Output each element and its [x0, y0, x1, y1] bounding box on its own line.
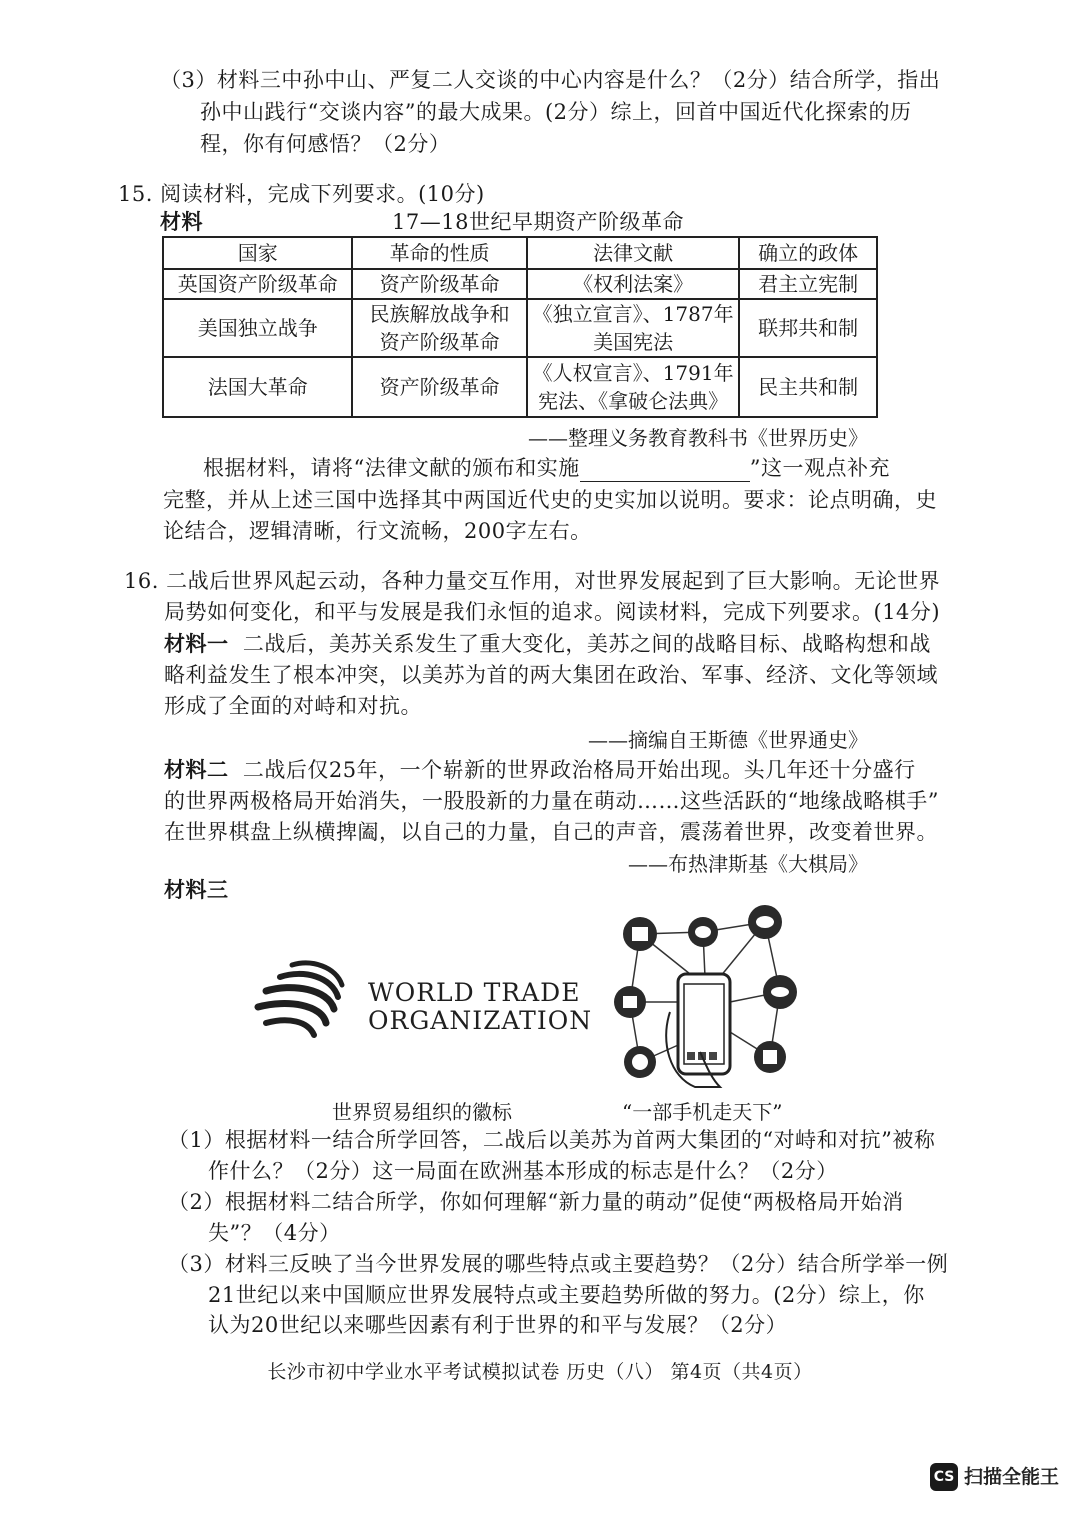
q16-m1-line2: 略利益发生了根本冲突，以美苏为首的两大集团在政治、军事、经济、文化等领域	[164, 663, 938, 687]
q16-3-line1: （3）材料三反映了当今世界发展的哪些特点或主要趋势？（2分）结合所学举一例	[168, 1252, 949, 1276]
caption-phone: “一部手机走天下”	[622, 1100, 783, 1124]
cell-line: 《人权宣言》、1791年	[532, 361, 734, 385]
col-header-regime: 确立的政体	[739, 237, 877, 269]
material-text: 二战后，美苏关系发生了重大变化，美苏之间的战略目标、战略构想和战	[242, 632, 931, 656]
caption-wto: 世界贸易组织的徽标	[332, 1100, 512, 1124]
cell-line: 宪法、《拿破仑法典》	[538, 389, 729, 413]
prompt-text: 根据材料，请将“法律文献的颁布和实施	[203, 456, 580, 480]
wto-logo-icon	[252, 955, 356, 1045]
cell-regime: 民主共和制	[739, 357, 877, 417]
cell-nature: 资产阶级革命	[352, 269, 526, 299]
q16-m1-source: ——摘编自王斯德《世界通史》	[588, 728, 868, 752]
q16-intro-line2: 局势如何变化，和平与发展是我们永恒的追求。阅读材料，完成下列要求。(14分)	[164, 600, 941, 624]
cell-docs: 《权利法案》	[527, 269, 739, 299]
q16-intro-line1: 16. 二战后世界风起云动，各种力量交互作用，对世界发展起到了巨大影响。无论世界	[124, 569, 941, 593]
cell-nature	[352, 299, 526, 357]
cell-line: 资产阶级革命	[379, 330, 500, 354]
cell-line: 民族解放战争和	[369, 302, 510, 326]
col-header-nature: 革命的性质	[352, 237, 526, 269]
cell-nature: 资产阶级革命	[352, 357, 526, 417]
q15-table-title: 17—18世纪早期资产阶级革命	[392, 210, 684, 234]
camscanner-badge-icon: CS	[930, 1463, 958, 1491]
cell-line: 美国宪法	[593, 330, 674, 354]
q15-prompt-line2: 完整，并从上述三国中选择其中两国近代史的史实加以说明。要求：论点明确，史	[163, 488, 937, 512]
q14-3-line2: 孙中山践行“交谈内容”的最大成果。(2分）综上，回首中国近代化探索的历	[200, 100, 912, 124]
table-row	[163, 357, 877, 417]
table-row	[163, 299, 877, 357]
q16-2-line1: （2）根据材料二结合所学，你如何理解“新力量的萌动”促使“两极格局开始消	[168, 1190, 904, 1214]
col-header-documents: 法律文献	[527, 237, 739, 269]
material-text: 二战后仅25年，一个崭新的世界政治格局开始出现。头几年还十分盛行	[242, 758, 916, 782]
q16-m3-label: 材料三	[164, 877, 229, 902]
cell-country: 法国大革命	[163, 357, 352, 417]
q15-header: 15. 阅读材料，完成下列要求。(10分)	[118, 182, 485, 206]
cell-regime: 君主立宪制	[739, 269, 877, 299]
table-header-row	[163, 237, 877, 269]
q14-3-line3: 程，你有何感悟？（2分）	[200, 132, 451, 156]
camscanner-watermark: 扫描全能王	[964, 1466, 1060, 1488]
cell-docs	[527, 357, 739, 417]
prompt-text: ”这一观点补充	[749, 456, 890, 480]
revolution-table	[162, 236, 878, 418]
q16-m1-line3: 形成了全面的对峙和对抗。	[164, 694, 422, 718]
q15-source: ——整理义务教育教科书《世界历史》	[528, 426, 868, 450]
cell-country: 英国资产阶级革命	[163, 269, 352, 299]
q16-3-line3: 认为20世纪以来哪些因素有利于世界的和平与发展？（2分）	[208, 1313, 788, 1337]
page-footer: 长沙市初中学业水平考试模拟试卷 历史（八） 第4页（共4页）	[267, 1361, 813, 1383]
q16-m2-line1	[164, 756, 916, 784]
cell-docs	[527, 299, 739, 357]
q15-prompt-line1	[203, 454, 890, 482]
q16-m1-line1	[164, 630, 931, 658]
answer-blank	[580, 459, 750, 482]
cell-line: 《独立宣言》、1787年	[532, 302, 734, 326]
wto-text-line1: WORLD TRADE	[368, 978, 581, 1007]
q16-3-line2: 21世纪以来中国顺应世界发展特点或主要趋势所做的努力。(2分）综上，你	[208, 1283, 925, 1307]
q15-material-label: 材料	[160, 209, 203, 234]
table-row	[163, 269, 877, 299]
cell-country: 美国独立战争	[163, 299, 352, 357]
q16-m2-line3: 在世界棋盘上纵横捭阖，以自己的力量，自己的声音，震荡着世界，改变着世界。	[164, 820, 938, 844]
q14-3-line1: （3）材料三中孙中山、严复二人交谈的中心内容是什么？（2分）结合所学，指出	[160, 68, 941, 92]
q15-prompt-line3: 论结合，逻辑清晰，行文流畅，200字左右。	[163, 519, 592, 543]
material-label: 材料一	[164, 631, 229, 656]
material-label: 材料二	[164, 757, 229, 782]
q16-2-line2: 失”？（4分）	[208, 1221, 341, 1245]
q16-m2-source: ——布热津斯基《大棋局》	[628, 852, 868, 876]
q16-m2-line2: 的世界两极格局开始消失，一股股新的力量在萌动……这些活跃的“地缘战略棋手”	[164, 789, 939, 813]
q16-1-line2: 作什么？（2分）这一局面在欧洲基本形成的标志是什么？（2分）	[208, 1159, 838, 1183]
col-header-country: 国家	[163, 237, 352, 269]
cell-regime: 联邦共和制	[739, 299, 877, 357]
wto-text-line2: ORGANIZATION	[368, 1006, 593, 1035]
phone-network-illustration	[600, 902, 810, 1092]
q16-1-line1: （1）根据材料一结合所学回答，二战后以美苏为首两大集团的“对峙和对抗”被称	[168, 1128, 936, 1152]
